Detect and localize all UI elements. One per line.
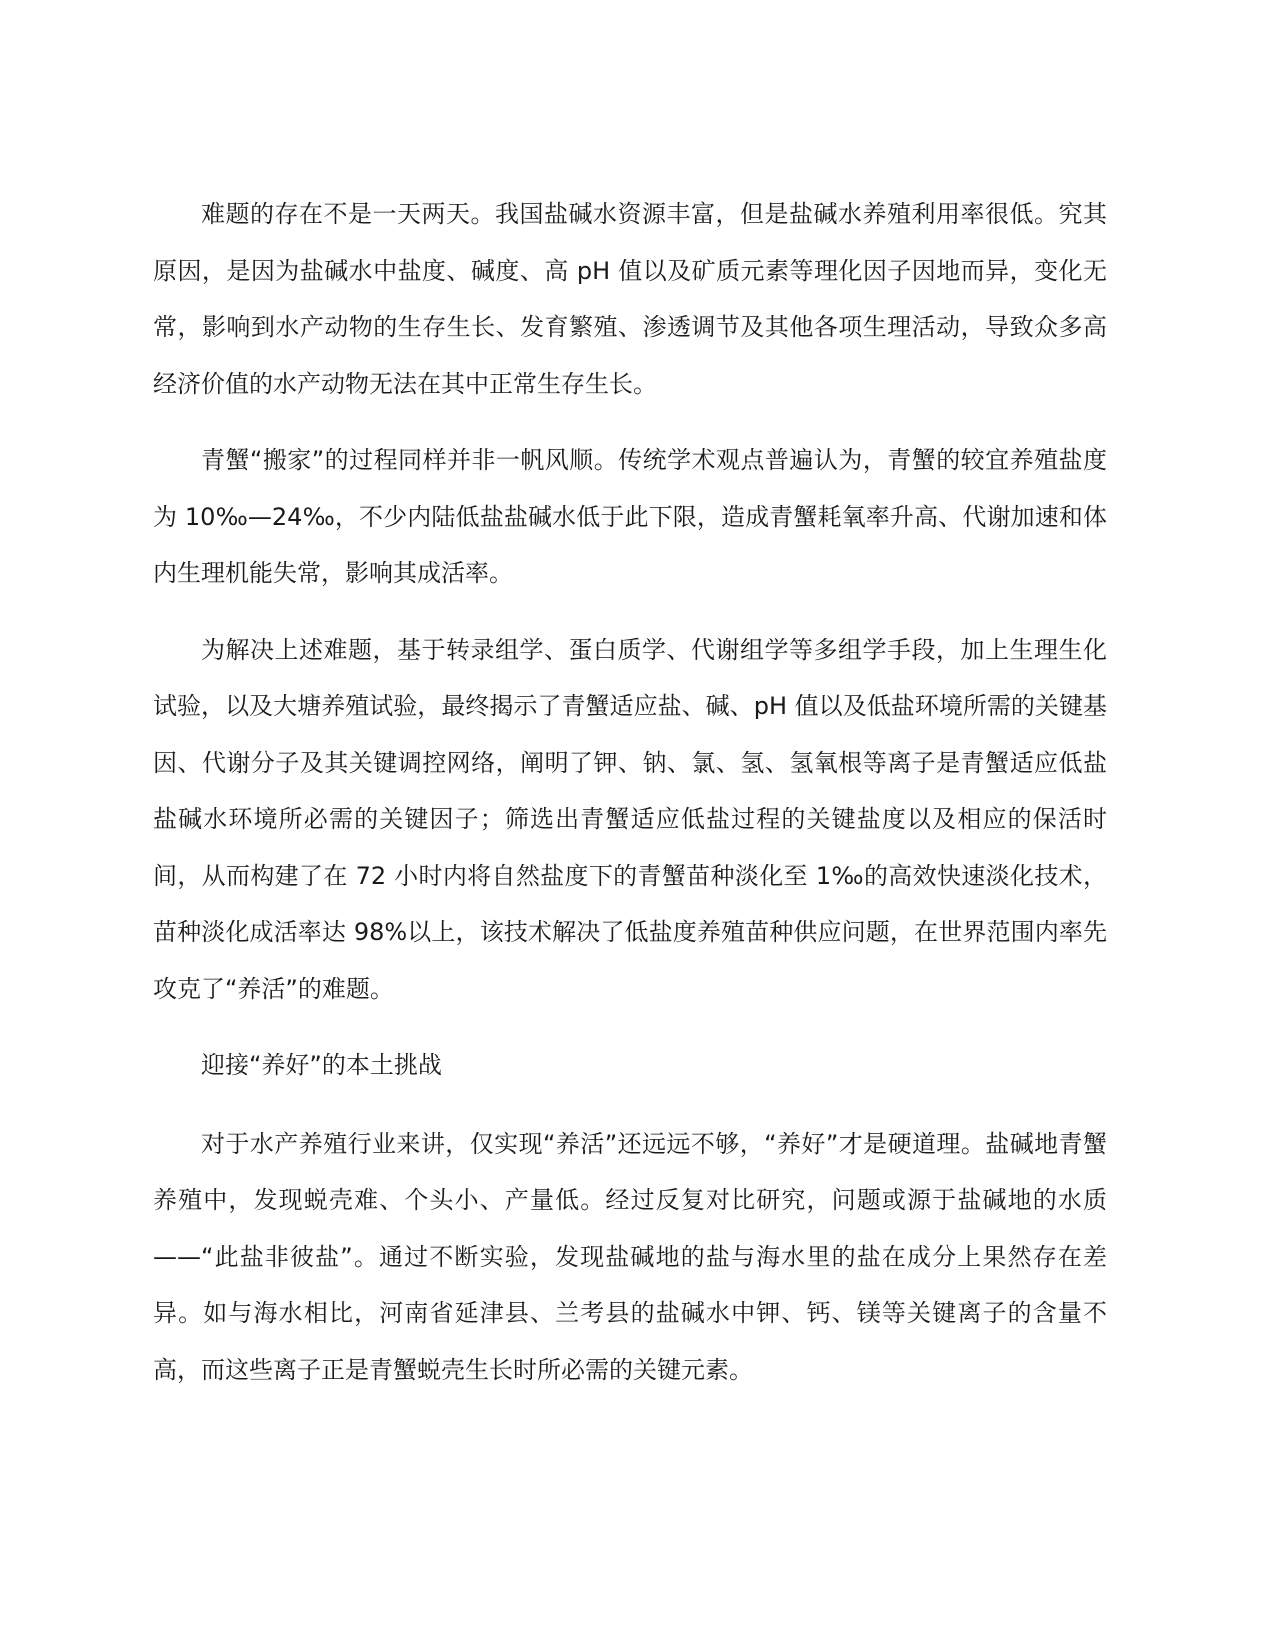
paragraph-research-solution: 为解决上述难题，基于转录组学、蛋白质学、代谢组学等多组学手段，加上生理生化试验，以及大塘养殖试验，最终揭示了青蟹适应盐、碱、pH 值以及低盐环境所需的关键基因、代谢分子及其关键调控网络，阐明了钾、钠、氯、氢、氢氧根等离子是青蟹适应低盐盐碱水环境所必需的关键因子；筛选出青蟹适应低盐过程的关键盐度以及相应的保活时间，从而构建了在 72 小时内将自然盐度下的青蟹苗种淡化至 1‰的高效快速淡化技术，苗种淡化成活率达 98%以上，该技术解决了低盐度养殖苗种供应问题，在世界范围内率先攻克了“养活”的难题。 [153,635,1107,1003]
paragraph-local-challenge: 对于水产养殖行业来讲，仅实现“养活”还远远不够，“养好”才是硬道理。盐碱地青蟹养殖中，发现蜕壳难、个头小、产量低。经过反复对比研究，问题或源于盐碱地的水质——“此盐非彼盐”。通过不断实验，发现盐碱地的盐与海水里的盐在成分上果然存在差异。如与海水相比，河南省延津县、兰考县的盐碱水中钾、钙、镁等关键离子的含量不高，而这些离子正是青蟹蜕壳生长时所必需的关键元素。 [153,1129,1107,1384]
article-body [153,186,1107,1418]
paragraph-crab-relocation: 青蟹“搬家”的过程同样并非一帆风顺。传统学术观点普遍认为，青蟹的较宜养殖盐度为 10‰—24‰，不少内陆低盐盐碱水低于此下限，造成青蟹耗氧率升高、代谢加速和体内生理机能失常，影响其成活率。 [153,446,1107,587]
section-heading: 迎接“养好”的本土挑战 [201,1051,442,1079]
paragraph-challenge-background: 难题的存在不是一天两天。我国盐碱水资源丰富，但是盐碱水养殖利用率很低。究其原因，是因为盐碱水中盐度、碱度、高 pH 值以及矿质元素等理化因子因地而异，变化无常，影响到水产动物的生存生长、发育繁殖、渗透调节及其他各项生理活动，导致众多高经济价值的水产动物无法在其中正常生存生长。 [153,200,1107,398]
